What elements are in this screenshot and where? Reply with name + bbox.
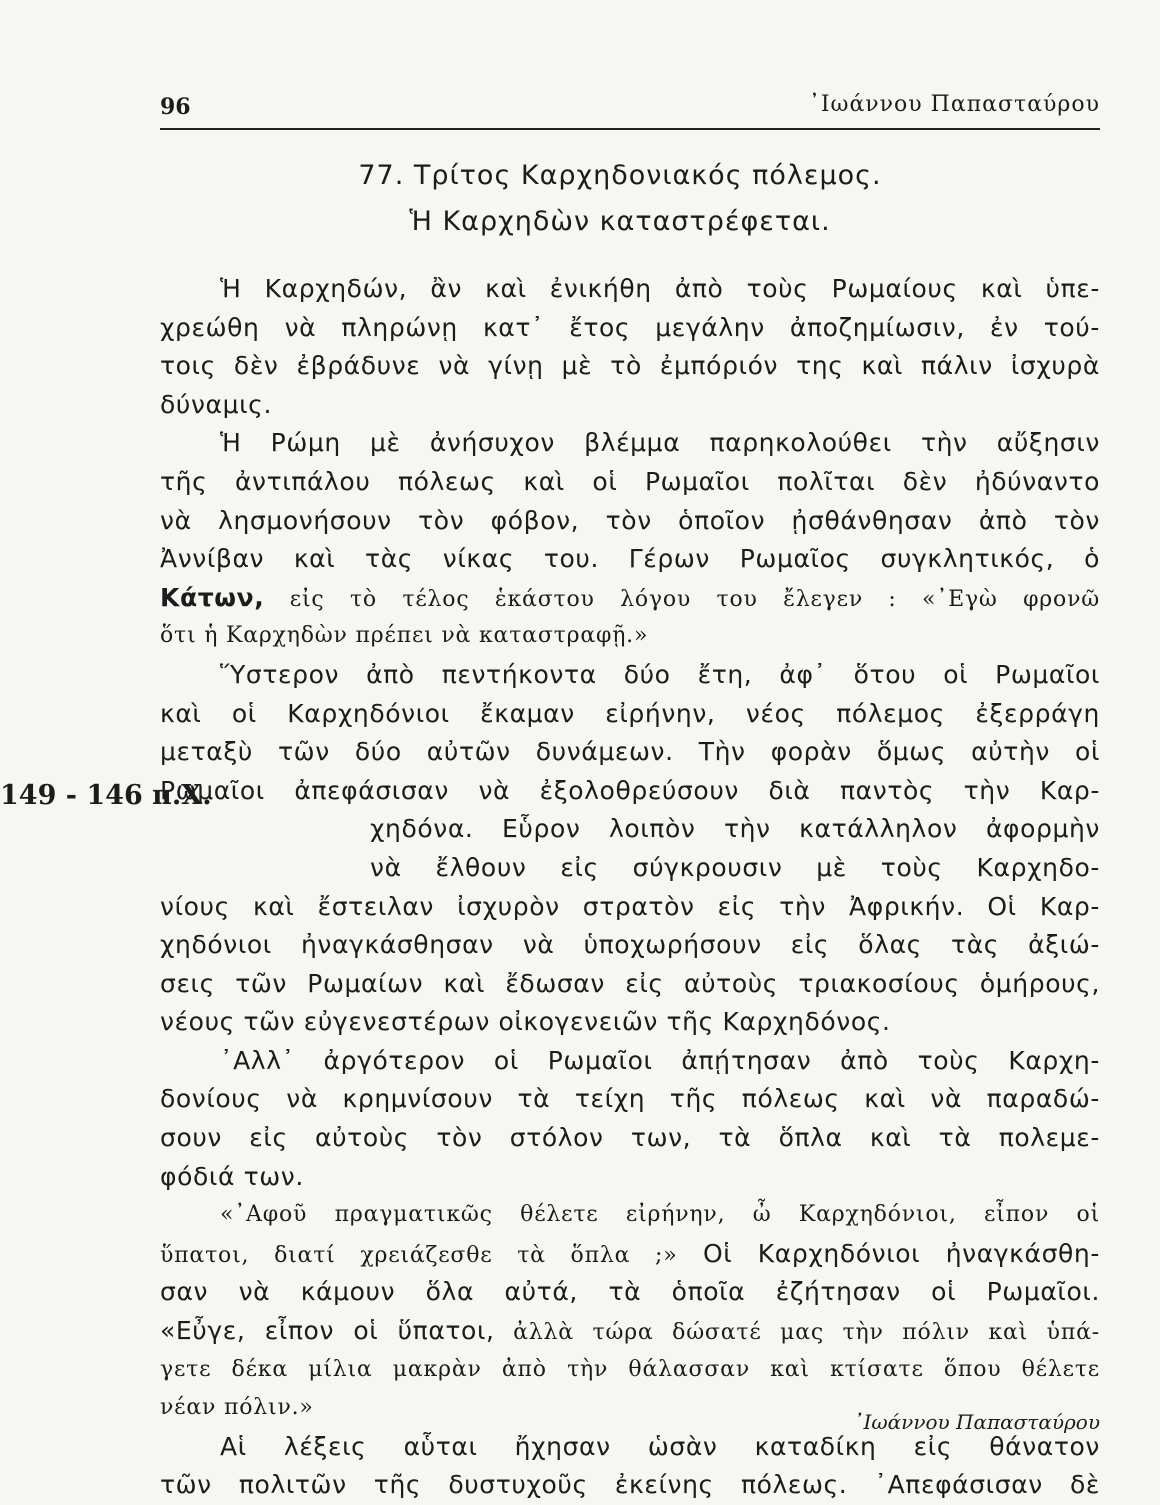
quote-fragment: ἀλλὰ τώρα δώσατέ μας τὴν πόλιν καὶ ὑπά- bbox=[494, 1320, 1100, 1346]
cato-name: Κάτων, bbox=[160, 582, 265, 612]
chapter-subtitle: Ἡ Καρχηδὼν καταστρέφεται. bbox=[409, 206, 831, 237]
cato-quote-start: εἰς τὸ τέλος ἑκάστου λόγου του ἔλεγεν : «᾿Εγὼ φρονῶ bbox=[264, 586, 1100, 612]
text-line: φόδιά των. bbox=[160, 1161, 304, 1191]
margin-date-note: 149 - 146 π.Χ. bbox=[0, 780, 212, 811]
text-line bbox=[160, 1312, 1100, 1351]
text-line: σουν εἰς αὐτοὺς τὸν στόλον των, τὰ ὅπλα καὶ τὰ πολεμε- bbox=[160, 1123, 1100, 1153]
text-line: δονίους νὰ κρημνίσουν τὰ τείχη τῆς πόλεως καὶ νὰ παραδώ- bbox=[160, 1084, 1100, 1114]
text-line bbox=[160, 1235, 1100, 1274]
quote-fragment: ὕπατοι, διατί χρειάζεσθε τὰ ὅπλα ;» bbox=[160, 1242, 678, 1268]
text-line: Ἀννίβαν καὶ τὰς νίκας του. Γέρων Ρωμαῖος συγκλητικός, ὁ bbox=[160, 544, 1100, 574]
text-line: Ἡ Καρχηδών, ἂν καὶ ἐνικήθη ἀπὸ τοὺς Ρωμαίους καὶ ὑπε- bbox=[220, 274, 1100, 303]
text-line: σαν νὰ κάμουν ὅλα αὐτά, τὰ ὁποῖα ἐζήτησαν οἱ Ρωμαῖοι. bbox=[160, 1277, 1100, 1307]
header-author: ᾿Ιωάννου Παπασταύρου bbox=[808, 92, 1100, 117]
body-text bbox=[160, 270, 1100, 1505]
text-line: καὶ οἱ Καρχηδόνιοι ἔκαμαν εἰρήνην, νέος πόλεμος ἐξερράγη bbox=[160, 698, 1100, 728]
text-line: νέους τῶν εὐγενεστέρων οἰκογενειῶν τῆς Καρχηδόνος. bbox=[160, 1007, 891, 1037]
text-line: τῆς ἀντιπάλου πόλεως καὶ οἱ Ρωμαῖοι πολῖται δὲν ἠδύναντο bbox=[160, 466, 1100, 496]
text-line: χρεώθη νὰ πληρώνῃ κατ᾿ ἔτος μεγάλην ἀποζημίωσιν, ἐν τού- bbox=[160, 312, 1100, 342]
text-line: χηδόνιοι ἠναγκάσθησαν νὰ ὑποχωρήσουν εἰς ὅλας τὰς ἀξιώ- bbox=[160, 930, 1100, 960]
text-line: νὰ λησμονήσουν τὸν φόβον, τὸν ὁποῖον ᾐσθάνθησαν ἀπὸ τὸν bbox=[160, 505, 1100, 535]
text-line: τῶν πολιτῶν τῆς δυστυχοῦς ἐκείνης πόλεως. ᾿Απεφάσισαν δὲ bbox=[160, 1470, 1100, 1500]
text-line: σεις τῶν Ρωμαίων καὶ ἔδωσαν εἰς αὐτοὺς τριακοσίους ὁμήρους, bbox=[160, 968, 1100, 998]
text-line: νὰ ἔλθουν εἰς σύγκρουσιν μὲ τοὺς Καρχηδο- bbox=[370, 852, 1100, 882]
text-line: Ὕστερον ἀπὸ πεντήκοντα δύο ἔτη, ἀφ᾿ ὅτου οἱ Ρωμαῖοι bbox=[220, 659, 1100, 689]
text-line: γετε δέκα μίλια μακρὰν ἀπὸ τὴν θάλασσαν καὶ κτίσατε ὅπου θέλετε bbox=[160, 1356, 1100, 1382]
text-line: νέαν πόλιν.» bbox=[160, 1395, 314, 1421]
text-line: χηδόνα. Εὗρον λοιπὸν τὴν κατάλληλον ἀφορμὴν bbox=[370, 814, 1100, 844]
text-line bbox=[160, 579, 1100, 618]
text-line: τοις δὲν ἐβράδυνε νὰ γίνῃ μὲ τὸ ἐμπόριόν της καὶ πάλιν ἰσχυρὰ bbox=[160, 351, 1100, 381]
text-line: «᾿Αφοῦ πραγματικῶς θέλετε εἰρήνην, ὦ Καρχηδόνιοι, εἶπον οἱ bbox=[220, 1202, 1100, 1228]
text-line: μεταξὺ τῶν δύο αὐτῶν δυνάμεων. Τὴν φορὰν ὅμως αὐτὴν οἱ bbox=[160, 737, 1100, 767]
text-fragment: Οἱ Καρχηδόνιοι ἠναγκάσθη- bbox=[677, 1238, 1100, 1268]
page-number: 96 bbox=[160, 94, 191, 120]
footer-signature: ᾿Ιωάννου Παπασταύρου bbox=[853, 1410, 1100, 1434]
text-line: ὅτι ἡ Καρχηδὼν πρέπει νὰ καταστραφῇ.» bbox=[160, 623, 649, 649]
text-fragment: «Εὖγε, εἶπον οἱ ὕπατοι, bbox=[160, 1316, 495, 1346]
running-head bbox=[160, 88, 1100, 130]
chapter-title: 77. Τρίτος Καρχηδονιακός πόλεμος. bbox=[358, 160, 882, 191]
text-line: νίους καὶ ἔστειλαν ἰσχυρὸν στρατὸν εἰς τὴν Ἀφρικήν. Οἱ Καρ- bbox=[160, 891, 1100, 921]
text-line: Αἱ λέξεις αὗται ἤχησαν ὡσὰν καταδίκη εἰς θάνατον bbox=[220, 1431, 1100, 1461]
text-line: Ἡ Ρώμη μὲ ἀνήσυχον βλέμμα παρηκολούθει τὴν αὔξησιν bbox=[220, 428, 1100, 458]
text-line: Ρωμαῖοι ἀπεφάσισαν νὰ ἐξολοθρεύσουν διὰ παντὸς τὴν Καρ- bbox=[160, 775, 1100, 805]
text-line: δύναμις. bbox=[160, 389, 272, 419]
text-line: ᾿Αλλ᾿ ἀργότερον οἱ Ρωμαῖοι ἀπῄτησαν ἀπὸ τοὺς Καρχη- bbox=[220, 1045, 1100, 1075]
